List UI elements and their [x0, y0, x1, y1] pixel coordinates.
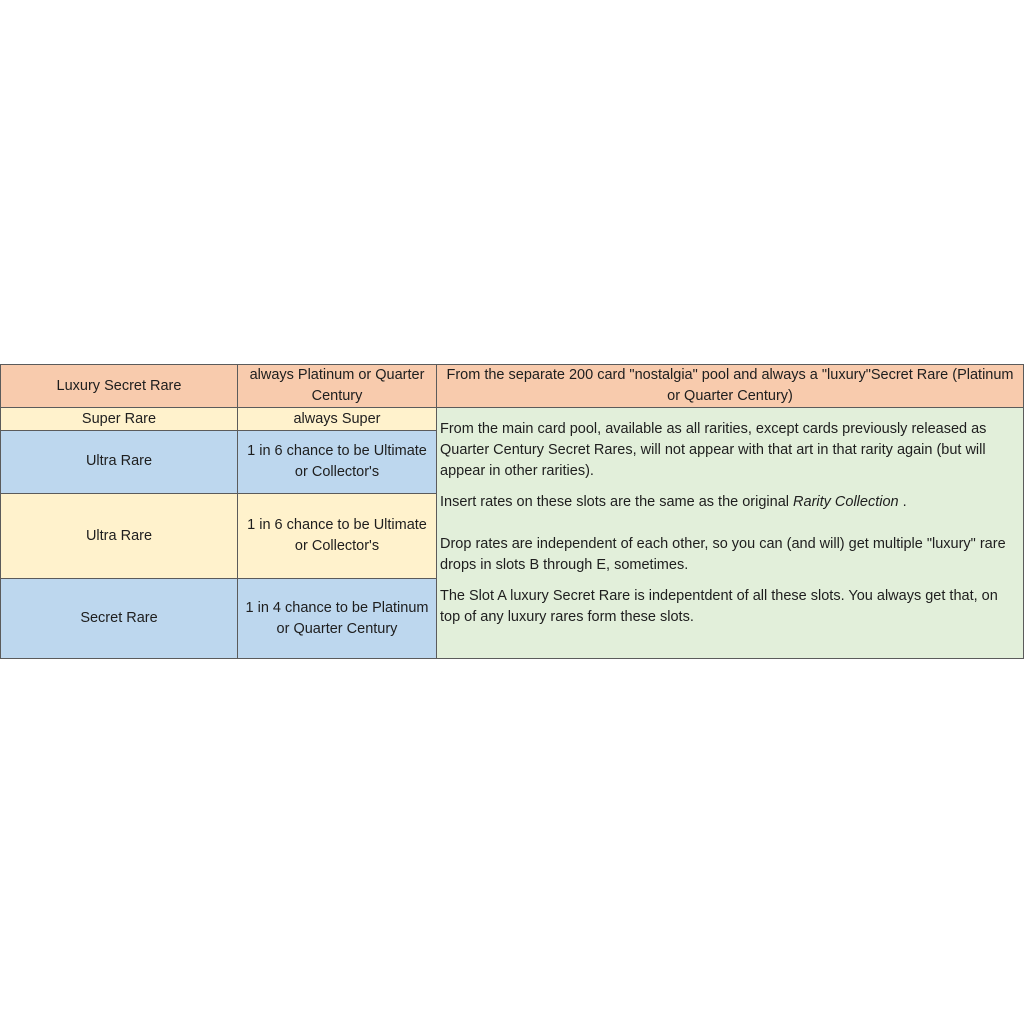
- rarity-cell: Ultra Rare: [1, 494, 238, 579]
- table-row: [1, 365, 1024, 408]
- table-row: [1, 408, 1024, 430]
- rarity-cell: Secret Rare: [1, 579, 238, 659]
- slot-a-note: The Slot A luxury Secret Rare is indepentdent of all these slots. You always get that, on top of any luxury rares form these slots.: [440, 588, 998, 626]
- main-pool-note: From the main card pool, available as all rarities, except cards previously released as Quarter Century Secret Rares, will not appear with that art in that rarity again (but will appear in other rarities).: [440, 421, 987, 480]
- chance-cell: 1 in 4 chance to be Platinum or Quarter Century: [238, 579, 437, 659]
- insert-rates-note: [440, 492, 1020, 513]
- chance-cell: 1 in 6 chance to be Ultimate or Collector's: [238, 494, 437, 579]
- chance-cell: 1 in 6 chance to be Ultimate or Collector's: [238, 430, 437, 494]
- chance-cell: always Platinum or Quarter Century: [238, 365, 437, 408]
- insert-rates-prefix: Insert rates on these slots are the same as the original: [440, 494, 794, 511]
- rarity-cell: Luxury Secret Rare: [1, 365, 238, 408]
- notes-cell: [437, 408, 1024, 659]
- insert-rates-suffix: .: [898, 494, 907, 511]
- chance-cell: always Super: [238, 408, 437, 430]
- description-cell: From the separate 200 card "nostalgia" pool and always a "luxury"Secret Rare (Platinum or Quarter Century): [437, 365, 1024, 408]
- insert-rates-title: Rarity Collection: [793, 494, 899, 511]
- rarity-cell: Super Rare: [1, 408, 238, 430]
- rarity-cell: Ultra Rare: [1, 430, 238, 494]
- drop-rates-note: Drop rates are independent of each other, so you can (and will) get multiple "luxury" rare drops in slots B through E, sometimes.: [440, 536, 1006, 574]
- rarity-table: [0, 364, 1024, 659]
